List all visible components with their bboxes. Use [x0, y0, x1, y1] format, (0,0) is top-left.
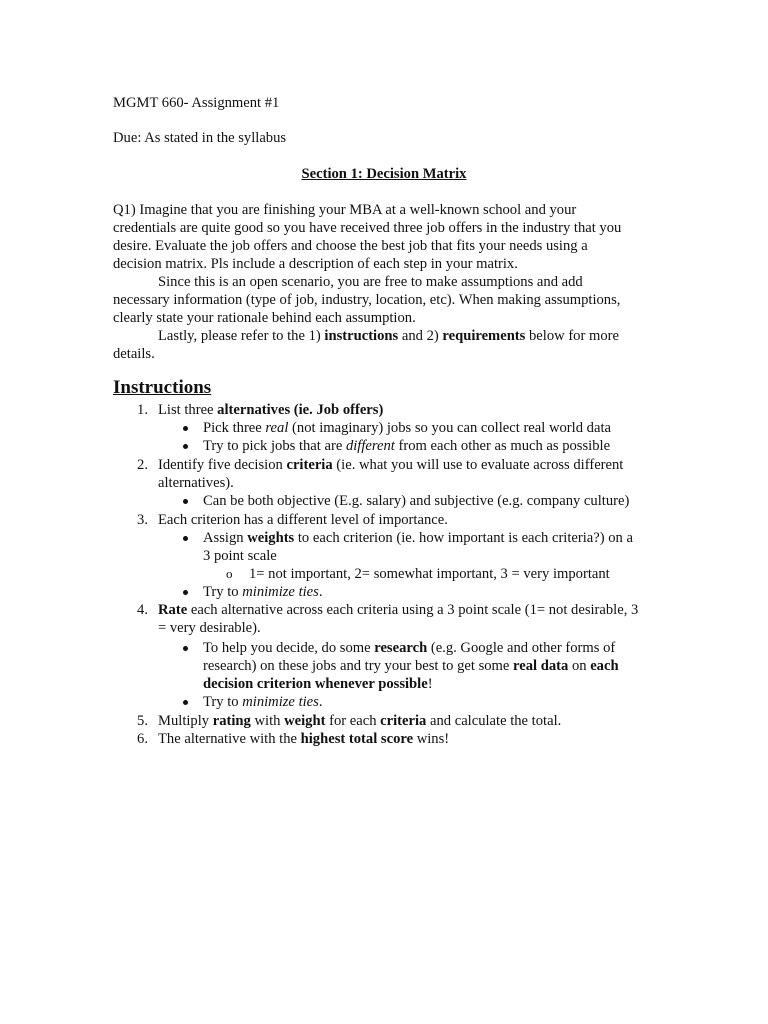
text-run-bold: criteria	[380, 713, 427, 729]
text-run: each alternative across each criteria using a 3 point scale (1= not desirable, 3	[187, 602, 639, 618]
section-title: Section 1: Decision Matrix	[301, 166, 467, 182]
intro-line-4: decision matrix. Pls include a description of each step in your matrix.	[113, 256, 518, 272]
text-run: .	[318, 694, 323, 710]
text-run-bold: real data	[513, 658, 569, 674]
text-run-bold: instructions	[324, 328, 399, 344]
text-run-italic: different	[345, 438, 395, 454]
bullet-icon	[183, 426, 188, 431]
bullet-icon	[183, 444, 188, 449]
intro-line-1: Q1) Imagine that you are finishing your MBA at a well-known school and your	[113, 202, 577, 218]
bullet-icon	[183, 590, 188, 595]
instruction-item-4-bullet-1	[203, 639, 615, 657]
bullet-icon	[183, 536, 188, 541]
instruction-item-4	[158, 601, 638, 619]
text-run: !	[427, 676, 433, 692]
intro-line-3: desire. Evaluate the job offers and choose the best job that fits your needs using a	[113, 238, 588, 254]
text-run: to each criterion (ie. how important is each criteria?) on a	[294, 530, 633, 546]
instruction-item-6	[158, 730, 449, 748]
list-number: 3.	[137, 512, 148, 528]
list-number: 4.	[137, 602, 148, 618]
hollow-bullet-icon: o	[226, 566, 233, 581]
intro-p2-line-1: Since this is an open scenario, you are free to make assumptions and add	[158, 274, 583, 290]
text-run-bold: each	[590, 658, 619, 674]
text-run: from each other as much as possible	[394, 438, 611, 454]
text-run: on	[568, 658, 591, 674]
text-run: (e.g. Google and other forms of	[427, 640, 616, 656]
text-run-italic: minimize ties	[242, 584, 319, 600]
text-run: Pick three	[203, 420, 266, 436]
instruction-item-3-bullet-1	[203, 529, 633, 547]
text-run-bold: rating	[212, 713, 251, 729]
due-date: Due: As stated in the syllabus	[113, 130, 287, 146]
text-run-bold: weight	[284, 713, 326, 729]
intro-p2-line-3: clearly state your rationale behind each assumption.	[113, 310, 416, 326]
text-run-bold: alternatives (ie. Job offers)	[217, 402, 384, 418]
text-run: Lastly, please refer to the 1)	[158, 328, 325, 344]
text-run-italic: minimize ties	[242, 694, 319, 710]
instruction-item-5	[158, 712, 561, 730]
instruction-item-2-line-2: alternatives).	[158, 475, 234, 491]
text-run: To help you decide, do some	[203, 640, 375, 656]
instruction-item-1-bullet-2	[203, 437, 610, 455]
text-run-bold: Rate	[158, 602, 188, 618]
text-run: .	[318, 584, 323, 600]
text-run: Try to pick jobs that are	[203, 438, 346, 454]
text-run-italic: real	[265, 420, 289, 436]
text-run: below for more	[525, 328, 619, 344]
list-number: 1.	[137, 402, 148, 418]
text-run: (ie. what you will use to evaluate across different	[332, 457, 624, 473]
instruction-item-4-bullet-1-line-2	[203, 657, 619, 675]
bullet-icon	[183, 700, 188, 705]
instruction-item-1	[158, 401, 383, 419]
list-number: 2.	[137, 457, 148, 473]
instruction-item-4-bullet-2	[203, 693, 323, 711]
text-run-bold: requirements	[442, 328, 526, 344]
text-run: Try to	[203, 584, 243, 600]
text-run: research) on these jobs and try your best to get some	[203, 658, 514, 674]
text-run-bold: decision criterion whenever possible	[203, 676, 428, 692]
course-title: MGMT 660- Assignment #1	[113, 95, 280, 111]
text-run: Try to	[203, 694, 243, 710]
text-run-bold: criteria	[286, 457, 333, 473]
instruction-item-3-subbullet-1: 1= not important, 2= somewhat important, 3 = very important	[249, 566, 610, 582]
text-run: and calculate the total.	[426, 713, 562, 729]
intro-p2-line-2: necessary information (type of job, industry, location, etc). When making assumptions,	[113, 292, 621, 308]
text-run: List three	[158, 402, 218, 418]
text-run: wins!	[413, 731, 450, 747]
intro-p3-line-1	[158, 327, 619, 345]
instruction-item-4-bullet-1-line-3	[203, 675, 433, 693]
text-run: (not imaginary) jobs so you can collect real world data	[288, 420, 611, 436]
text-run-bold: research	[374, 640, 428, 656]
text-run: for each	[325, 713, 381, 729]
intro-p3-line-2: details.	[113, 346, 155, 362]
instructions-heading: Instructions	[113, 377, 212, 398]
text-run-bold: highest total score	[300, 731, 414, 747]
instruction-item-3-bullet-2	[203, 583, 323, 601]
instruction-item-3-bullet-1-line-2: 3 point scale	[203, 548, 277, 564]
list-number: 5.	[137, 713, 148, 729]
instruction-item-2	[158, 456, 623, 474]
intro-line-2: credentials are quite good so you have received three job offers in the industry that you	[113, 220, 622, 236]
text-run: Assign	[203, 530, 248, 546]
text-run: Multiply	[158, 713, 213, 729]
instruction-item-2-bullet-1: Can be both objective (E.g. salary) and subjective (e.g. company culture)	[203, 493, 630, 509]
text-run: with	[250, 713, 285, 729]
text-run: and 2)	[398, 328, 443, 344]
bullet-icon	[183, 499, 188, 504]
text-run: The alternative with the	[158, 731, 301, 747]
instruction-item-3: Each criterion has a different level of importance.	[158, 512, 448, 528]
bullet-icon	[183, 646, 188, 651]
instruction-item-1-bullet-1	[203, 419, 611, 437]
list-number: 6.	[137, 731, 148, 747]
text-run: Identify five decision	[158, 457, 287, 473]
text-run-bold: weights	[247, 530, 295, 546]
instruction-item-4-line-2: = very desirable).	[158, 620, 261, 636]
